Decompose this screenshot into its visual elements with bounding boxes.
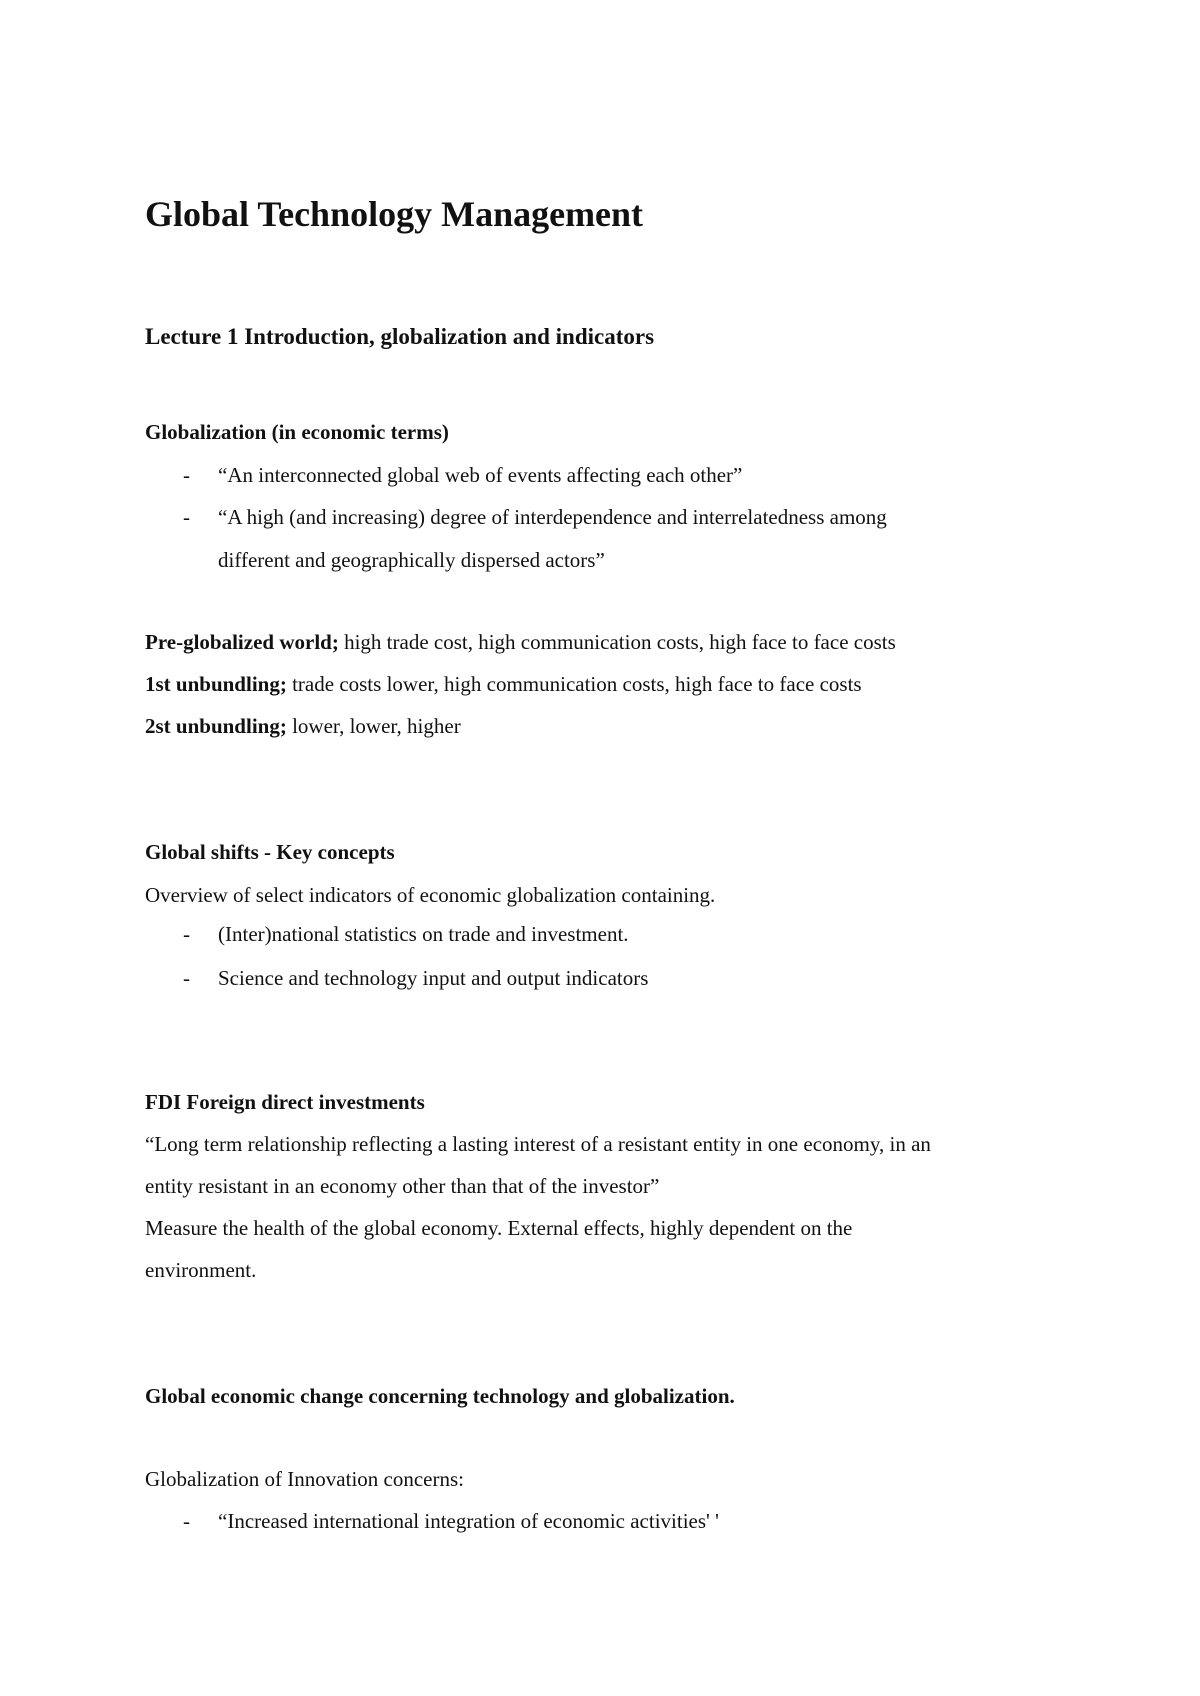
unbundling-second-label: 2st unbundling; <box>145 714 287 738</box>
bullet-marker: - <box>183 463 190 487</box>
unbundling-second <box>145 716 461 737</box>
globalization-heading: Globalization (in economic terms) <box>145 420 449 444</box>
fdi-line-2: entity resistant in an economy other than that of the investor” <box>145 1174 660 1198</box>
bullet-marker: - <box>183 1509 190 1533</box>
bullet-marker: - <box>183 505 190 529</box>
innovation-intro: Globalization of Innovation concerns: <box>145 1467 464 1491</box>
lecture-heading: Lecture 1 Introduction, globalization and indicators <box>145 324 655 349</box>
fdi-line-4: environment. <box>145 1258 257 1282</box>
global-shifts-bullet-2: Science and technology input and output indicators <box>218 966 649 990</box>
unbundling-first-text: trade costs lower, high communication costs, high face to face costs <box>286 672 862 696</box>
fdi-line-1: “Long term relationship reflecting a lasting interest of a resistant entity in one economy, in an <box>145 1132 931 1156</box>
unbundling-pre-label: Pre-globalized world; <box>145 630 339 654</box>
globalization-bullet-2-continuation: different and geographically dispersed actors” <box>218 548 605 572</box>
global-shifts-intro: Overview of select indicators of economic globalization containing. <box>145 883 716 907</box>
unbundling-pre-globalized <box>145 632 896 653</box>
global-shifts-heading: Global shifts - Key concepts <box>145 840 395 864</box>
unbundling-second-text: lower, lower, higher <box>286 714 461 738</box>
document-title: Global Technology Management <box>145 194 644 234</box>
economic-change-heading: Global economic change concerning technology and globalization. <box>145 1384 735 1408</box>
fdi-line-3: Measure the health of the global economy. External effects, highly dependent on the <box>145 1216 853 1240</box>
unbundling-first-label: 1st unbundling; <box>145 672 287 696</box>
bullet-marker: - <box>183 922 190 946</box>
globalization-bullet-1: “An interconnected global web of events affecting each other” <box>218 463 743 487</box>
fdi-heading: FDI Foreign direct investments <box>145 1090 425 1114</box>
bullet-marker: - <box>183 966 190 990</box>
global-shifts-bullet-1: (Inter)national statistics on trade and investment. <box>218 922 629 946</box>
globalization-bullet-2: “A high (and increasing) degree of interdependence and interrelatedness among <box>218 505 887 529</box>
unbundling-first <box>145 674 862 695</box>
innovation-bullet-1: “Increased international integration of economic activities' ' <box>218 1509 719 1533</box>
unbundling-pre-text: high trade cost, high communication costs, high face to face costs <box>338 630 896 654</box>
